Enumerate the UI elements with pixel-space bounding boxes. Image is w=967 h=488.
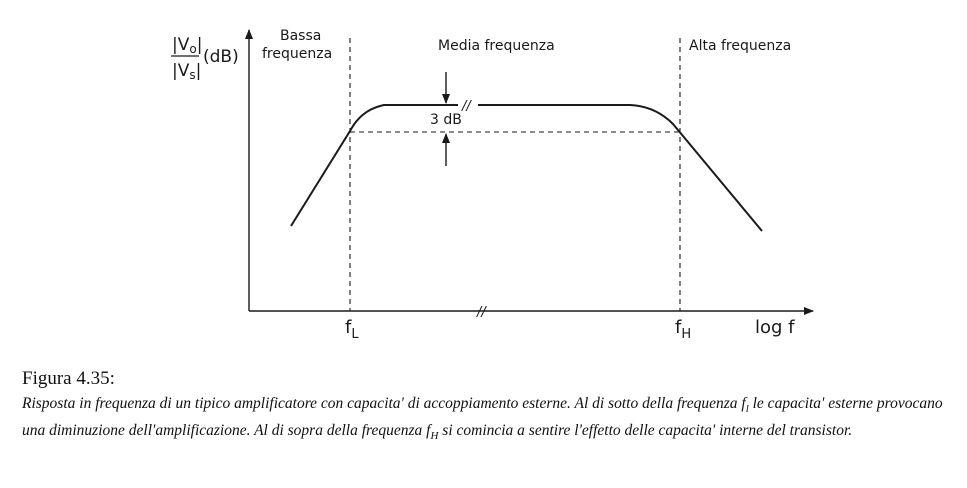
low-frequency-label-line2: frequenza bbox=[262, 46, 333, 62]
3db-label: 3 dB bbox=[430, 112, 462, 128]
y-axis-label bbox=[171, 35, 239, 82]
mid-frequency-label: Media frequenza bbox=[438, 38, 555, 54]
fl-tick-label bbox=[345, 317, 359, 342]
ylabel-numerator-bar: | bbox=[196, 35, 203, 55]
ylabel-denominator-bar: | bbox=[195, 61, 202, 81]
fh-tick-main: f bbox=[675, 317, 682, 338]
figure-caption bbox=[22, 368, 957, 447]
x-axis-label: log f bbox=[755, 317, 795, 338]
high-frequency-label: Alta frequenza bbox=[689, 38, 792, 54]
ylabel-denominator: |V bbox=[172, 61, 190, 81]
svg-text:|Vs| bbox=[172, 61, 201, 82]
ylabel-numerator-sub: o bbox=[189, 42, 197, 56]
svg-text:|Vo| bbox=[172, 35, 202, 56]
axis-break-mark: // bbox=[477, 305, 486, 320]
caption-title: Figura 4.35: bbox=[22, 368, 115, 389]
fl-tick-sub: L bbox=[351, 327, 359, 342]
caption-fh: $f_H$ bbox=[426, 422, 439, 443]
frequency-response-curve bbox=[291, 105, 762, 231]
low-frequency-label-line1: Bassa bbox=[280, 28, 322, 44]
ylabel-unit: (dB) bbox=[203, 47, 239, 67]
caption-fl: $f_l$ bbox=[741, 395, 749, 416]
caption-text-1: Risposta in frequenza di un tipico amplificatore con capacita' di accoppiamento esterne. Al di sotto della frequenza bbox=[22, 395, 742, 412]
ylabel-denominator-sub: s bbox=[189, 68, 196, 82]
fh-tick-label bbox=[675, 317, 691, 342]
caption-text-3: si comincia a sentire l'effetto delle capacita' interne del transistor. bbox=[438, 422, 853, 440]
curve-break-mark: // bbox=[462, 99, 471, 114]
caption-body bbox=[22, 393, 957, 447]
ylabel-numerator: |V bbox=[172, 35, 190, 55]
fl-tick-main: f bbox=[345, 317, 352, 338]
caption-text-2: le capacita' esterne provocano una diminuzione dell'amplificazione. Al di sopra della frequenza bbox=[22, 395, 943, 440]
fh-tick-sub: H bbox=[681, 327, 692, 342]
